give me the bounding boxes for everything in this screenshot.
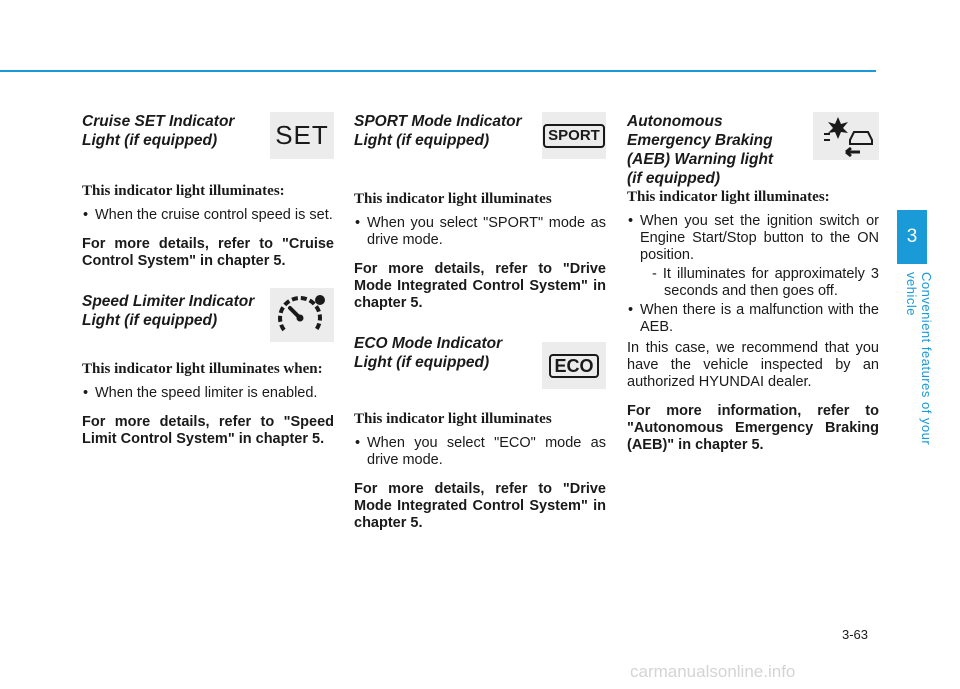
bullet-item: • When the speed limiter is enabled.: [82, 385, 334, 402]
chapter-number: 3: [906, 226, 918, 247]
reference-note: For more details, refer to "Cruise Control System" in chapter 5.: [82, 236, 334, 269]
section-cruise-set: [82, 112, 334, 270]
column-3: [627, 112, 879, 454]
bullet-item: • When you select "SPORT" mode as drive mode.: [354, 215, 606, 249]
title-line: (AEB) Warning light: [627, 151, 774, 168]
collision-car-icon: [816, 114, 876, 158]
eco-mode-icon: [542, 342, 606, 389]
icon-label: ECO: [549, 354, 598, 378]
section-header: [627, 112, 879, 188]
title-line: Autonomous: [627, 113, 723, 130]
body-paragraph: In this case, we recommend that you have the vehicle inspected by an authorized HYUNDAI dealer.: [627, 340, 879, 390]
reference-note: For more details, refer to "Drive Mode Integrated Control System" in chapter 5.: [354, 261, 606, 311]
speed-limiter-icon: [270, 288, 334, 342]
bullet-item: • When you select "ECO" mode as drive mode.: [354, 435, 606, 469]
reference-note: For more details, refer to "Speed Limit Control System" in chapter 5.: [82, 414, 334, 447]
aeb-warning-icon: [813, 112, 879, 160]
bullet-list: [354, 435, 606, 469]
column-2: [354, 112, 606, 532]
icon-label: SPORT: [543, 124, 605, 148]
title-line: Emergency Braking: [627, 132, 773, 149]
bullet-item: [627, 213, 879, 300]
section-header: [354, 334, 606, 392]
title-line: Light (if equipped): [354, 354, 490, 371]
title-line: Cruise SET Indicator: [82, 113, 235, 130]
section-header: [82, 292, 334, 344]
section-speed-limiter: [82, 292, 334, 448]
title-line: (if equipped): [627, 170, 720, 187]
title-line: ECO Mode Indicator: [354, 335, 503, 352]
section-header: [354, 112, 606, 170]
title-line: Light (if equipped): [82, 132, 218, 149]
section-header: [82, 112, 334, 170]
lead-text: This indicator light illuminates:: [627, 189, 830, 205]
page-number: 3-63: [842, 627, 869, 642]
bullet-text: When you set the ignition switch or Engine Start/Stop button to the ON position.: [640, 213, 879, 263]
section-aeb: [627, 112, 879, 454]
bullet-list: [627, 213, 879, 336]
title-line: SPORT Mode Indicator: [354, 113, 522, 130]
bullet-item: • When the cruise control speed is set.: [82, 207, 334, 224]
lead-text: This indicator light illuminates:: [82, 183, 285, 199]
watermark: carmanualsonline.info: [630, 662, 796, 681]
icon-label: SET: [275, 120, 329, 150]
chapter-tab: [897, 210, 927, 264]
title-line: Light (if equipped): [82, 312, 218, 329]
title-line: Speed Limiter Indicator: [82, 293, 255, 310]
speedometer-icon: [274, 292, 330, 338]
sub-list: [640, 266, 879, 300]
set-indicator-icon: [270, 112, 334, 159]
lead-text: This indicator light illuminates when:: [82, 361, 323, 377]
reference-note: For more details, refer to "Drive Mode Integrated Control System" in chapter 5.: [354, 481, 606, 531]
section-sport-mode: [354, 112, 606, 312]
column-1: [82, 112, 334, 448]
bullet-list: [82, 207, 334, 224]
chapter-title: Convenient features of your vehicle: [904, 272, 934, 446]
bullet-list: [82, 385, 334, 402]
title-line: Light (if equipped): [354, 132, 490, 149]
bullet-item: • When there is a malfunction with the AEB.: [627, 302, 879, 336]
lead-text: This indicator light illuminates: [354, 411, 552, 427]
top-rule: [0, 70, 876, 72]
bullet-list: [354, 215, 606, 249]
sport-mode-icon: [542, 112, 606, 159]
section-eco-mode: [354, 334, 606, 532]
reference-note: For more information, refer to "Autonomous Emergency Braking (AEB)" in chapter 5.: [627, 403, 879, 453]
sub-item: - It illuminates for approximately 3 seconds and then goes off.: [652, 266, 879, 299]
lead-text: This indicator light illuminates: [354, 191, 552, 207]
